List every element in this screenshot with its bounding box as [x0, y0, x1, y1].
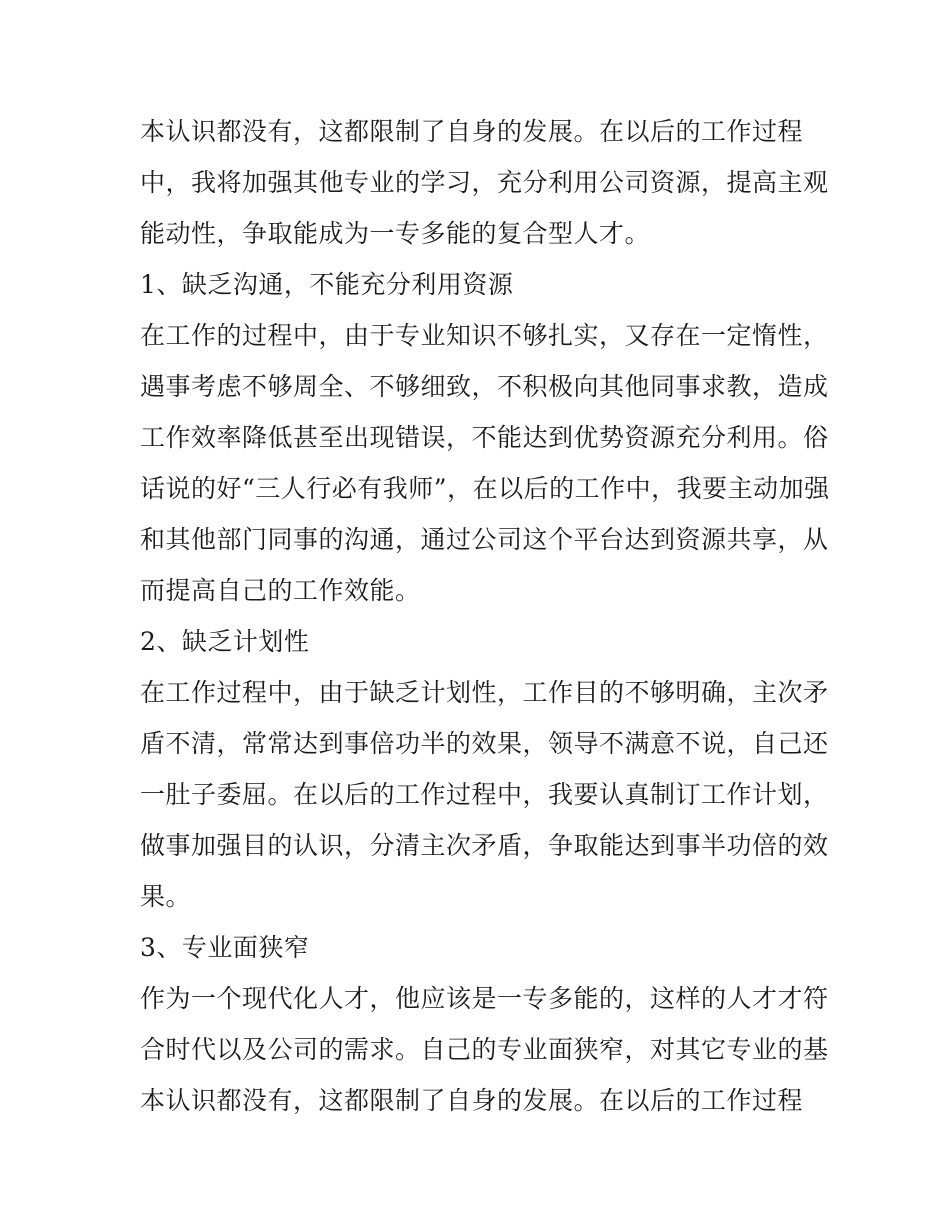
- text-line: 做事加强目的认识，分清主次矛盾，争取能达到事半功倍的效: [140, 831, 829, 860]
- text-line: 本认识都没有，这都限制了自身的发展。在以后的工作过程: [140, 1086, 804, 1115]
- text-line: 一肚子委屈。在以后的工作过程中，我要认真制订工作计划，: [140, 780, 829, 809]
- text-line: 合时代以及公司的需求。自己的专业面狭窄，对其它专业的基: [140, 1035, 829, 1064]
- section-heading-3: 3、专业面狭窄: [140, 933, 310, 962]
- text-line: 工作效率降低甚至出现错误，不能达到优势资源充分利用。俗: [140, 423, 829, 452]
- section-heading-2: 2、缺乏计划性: [140, 627, 310, 656]
- text-line: 本认识都没有，这都限制了自身的发展。在以后的工作过程: [140, 117, 804, 146]
- text-line: 在工作过程中，由于缺乏计划性，工作目的不够明确，主次矛: [140, 678, 829, 707]
- text-line: 话说的好“三人行必有我师”，在以后的工作中，我要主动加强: [140, 474, 830, 503]
- text-line: 在工作的过程中，由于专业知识不够扎实，又存在一定惰性，: [140, 321, 829, 350]
- text-line: 盾不清，常常达到事倍功半的效果，领导不满意不说，自己还: [140, 729, 829, 758]
- text-line: 果。: [140, 882, 192, 911]
- text-line: 中，我将加强其他专业的学习，充分利用公司资源，提高主观: [140, 168, 829, 197]
- text-line: 遇事考虑不够周全、不够细致，不积极向其他同事求教，造成: [140, 372, 829, 401]
- text-line: 作为一个现代化人才，他应该是一专多能的，这样的人才才符: [140, 984, 829, 1013]
- text-line: 和其他部门同事的沟通，通过公司这个平台达到资源共享，从: [140, 525, 829, 554]
- section-heading-1: 1、缺乏沟通，不能充分利用资源: [140, 270, 514, 299]
- text-line: 而提高自己的工作效能。: [140, 576, 421, 605]
- text-line: 能动性，争取能成为一专多能的复合型人才。: [140, 219, 651, 248]
- document-body: [140, 106, 830, 1126]
